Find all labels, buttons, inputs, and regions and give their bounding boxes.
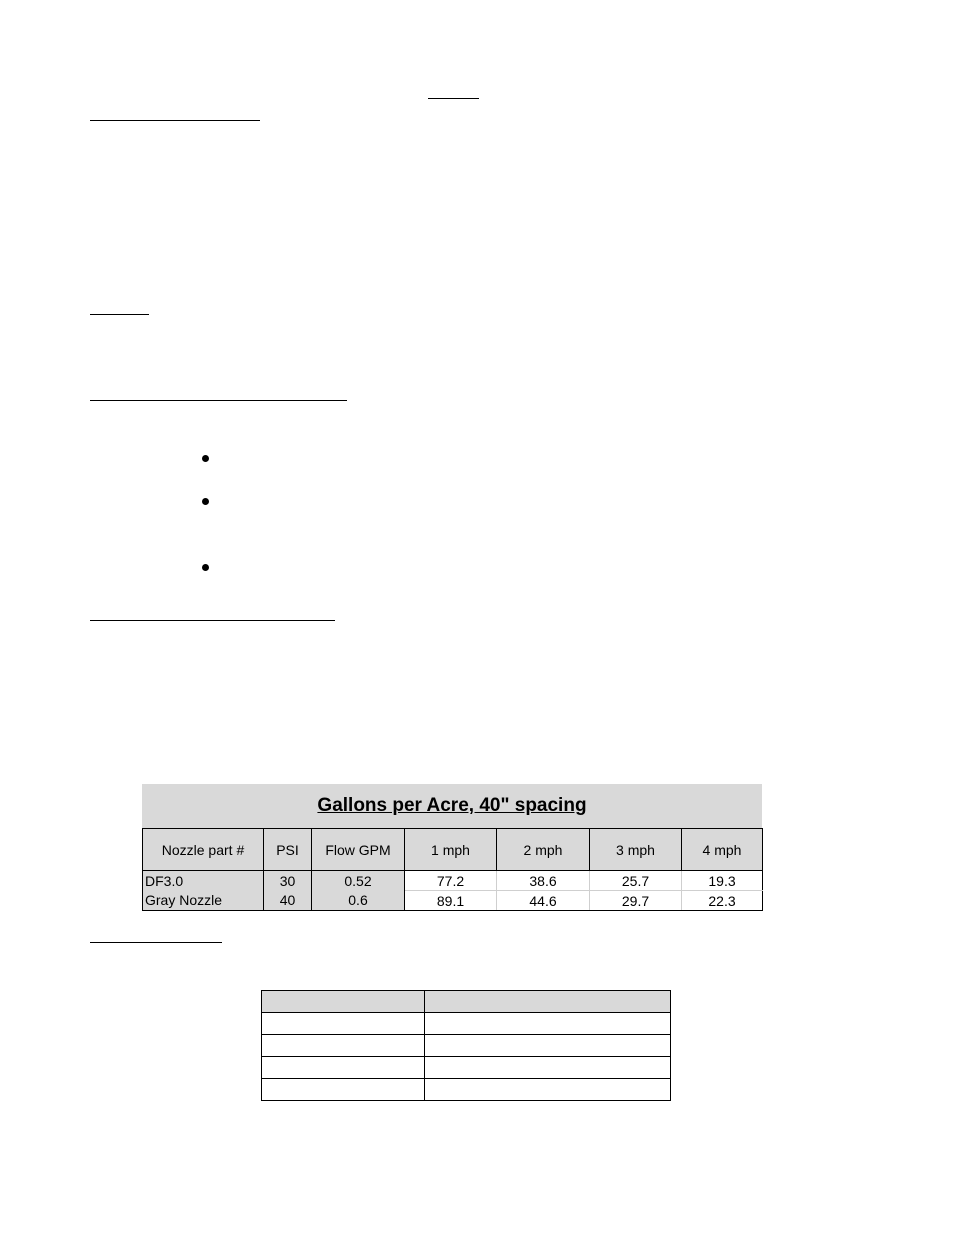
empty-cell	[262, 1079, 425, 1101]
empty-cell	[262, 1035, 425, 1057]
column-header-1mph: 1 mph	[405, 829, 497, 871]
flow-cell: 0.52	[312, 871, 405, 891]
empty-cell	[262, 1013, 425, 1035]
section-heading-underline-3	[90, 400, 347, 401]
mph4-cell: 19.3	[682, 871, 763, 891]
column-header-4mph: 4 mph	[682, 829, 763, 871]
empty-cell	[425, 1013, 671, 1035]
gallons-per-acre-table	[142, 784, 762, 911]
nozzle-cell: Gray Nozzle	[143, 891, 264, 911]
table-row	[143, 891, 763, 911]
list-bullet-2	[202, 498, 209, 505]
empty-table-header-row	[262, 991, 671, 1013]
mph1-cell: 77.2	[405, 871, 497, 891]
column-header-psi: PSI	[264, 829, 312, 871]
section-heading-underline-1	[90, 120, 260, 121]
title-underline	[428, 98, 479, 99]
table-header-row	[143, 829, 763, 871]
table-row	[143, 871, 763, 891]
column-header-flow: Flow GPM	[312, 829, 405, 871]
flow-cell: 0.6	[312, 891, 405, 911]
mph1-cell: 89.1	[405, 891, 497, 911]
mph3-cell: 29.7	[590, 891, 682, 911]
section-heading-underline-4	[90, 620, 335, 621]
empty-table-row	[262, 1079, 671, 1101]
column-header-2mph: 2 mph	[497, 829, 590, 871]
section-heading-underline-2	[90, 314, 149, 315]
empty-table	[261, 990, 671, 1101]
nozzle-cell: DF3.0	[143, 871, 264, 891]
empty-table-row	[262, 1013, 671, 1035]
psi-cell: 30	[264, 871, 312, 891]
section-heading-underline-5	[90, 942, 222, 943]
empty-cell	[425, 1035, 671, 1057]
mph4-cell: 22.3	[682, 891, 763, 911]
empty-cell	[262, 991, 425, 1013]
empty-cell	[425, 1057, 671, 1079]
column-header-nozzle: Nozzle part #	[143, 829, 264, 871]
empty-cell	[262, 1057, 425, 1079]
column-header-3mph: 3 mph	[590, 829, 682, 871]
mph2-cell: 44.6	[497, 891, 590, 911]
table-title: Gallons per Acre, 40" spacing	[142, 784, 762, 828]
empty-cell	[425, 991, 671, 1013]
empty-cell	[425, 1079, 671, 1101]
empty-table-row	[262, 1035, 671, 1057]
gallons-table-grid	[142, 828, 763, 911]
empty-table-row	[262, 1057, 671, 1079]
mph3-cell: 25.7	[590, 871, 682, 891]
list-bullet-1	[202, 455, 209, 462]
mph2-cell: 38.6	[497, 871, 590, 891]
psi-cell: 40	[264, 891, 312, 911]
list-bullet-3	[202, 564, 209, 571]
